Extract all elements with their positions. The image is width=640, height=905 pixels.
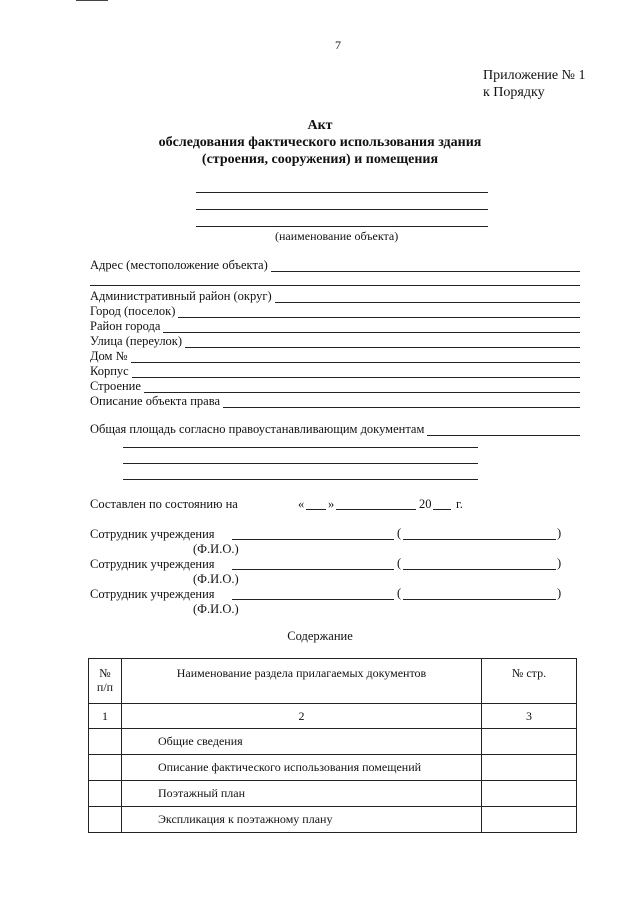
year-field[interactable] bbox=[433, 509, 451, 510]
employee-1-fio: (Ф.И.О.) bbox=[193, 542, 239, 556]
city-district-label: Район города bbox=[90, 319, 161, 333]
appendix-line-1: Приложение № 1 bbox=[483, 68, 586, 83]
numbers-row-cell-2: 2 bbox=[122, 704, 482, 729]
day-field[interactable] bbox=[306, 509, 326, 510]
document-subtitle-1: обследования фактического использования здания bbox=[158, 135, 482, 150]
district-label: Административный район (округ) bbox=[90, 289, 272, 303]
numbers-row-cell-3: 3 bbox=[482, 704, 577, 729]
document-title: Акт bbox=[307, 118, 333, 133]
employee-1-signature-field[interactable] bbox=[232, 539, 394, 540]
employee-2-paren-close: ) bbox=[557, 556, 562, 570]
employee-2-signature-field[interactable] bbox=[232, 569, 394, 570]
row-page-cell[interactable] bbox=[482, 781, 577, 807]
employee-2-name-field[interactable] bbox=[403, 569, 556, 570]
object-name-line-1[interactable] bbox=[196, 192, 488, 193]
structure-field[interactable] bbox=[90, 378, 580, 393]
object-name-line-3[interactable] bbox=[196, 226, 488, 227]
house-field[interactable] bbox=[90, 348, 580, 363]
city-field[interactable] bbox=[90, 303, 580, 318]
employee-1-name-field[interactable] bbox=[403, 539, 556, 540]
row-page-cell[interactable] bbox=[482, 807, 577, 833]
row-number-cell[interactable] bbox=[89, 781, 122, 807]
header-number-cell bbox=[89, 659, 122, 704]
row-page-cell[interactable] bbox=[482, 755, 577, 781]
employee-2-fio: (Ф.И.О.) bbox=[193, 572, 239, 586]
header-page-number: № стр. bbox=[482, 659, 577, 704]
structure-label: Строение bbox=[90, 379, 141, 393]
table-row bbox=[89, 781, 577, 807]
table-row bbox=[89, 807, 577, 833]
quote-close: » bbox=[328, 497, 335, 511]
month-field[interactable] bbox=[336, 509, 416, 510]
employee-3-fio: (Ф.И.О.) bbox=[193, 602, 239, 616]
employee-3-name-field[interactable] bbox=[403, 599, 556, 600]
street-field[interactable] bbox=[90, 333, 580, 348]
table-row bbox=[89, 729, 577, 755]
year-prefix: 20 bbox=[419, 497, 432, 511]
building-field[interactable] bbox=[90, 363, 580, 378]
contents-title: Содержание bbox=[287, 629, 353, 643]
house-label: Дом № bbox=[90, 349, 128, 363]
row-number-cell[interactable] bbox=[89, 755, 122, 781]
row-number-cell[interactable] bbox=[89, 807, 122, 833]
address-field[interactable] bbox=[90, 257, 580, 272]
header-number-line-1: № bbox=[99, 666, 111, 680]
employee-1-paren-close: ) bbox=[557, 526, 562, 540]
header-section-name: Наименование раздела прилагаемых документов bbox=[122, 659, 482, 704]
row-number-cell[interactable] bbox=[89, 729, 122, 755]
employee-1-paren-open: ( bbox=[397, 526, 402, 540]
rights-description-label: Описание объекта права bbox=[90, 394, 220, 408]
row-section-name: Поэтажный план bbox=[122, 781, 482, 807]
numbers-row-cell-1: 1 bbox=[89, 704, 122, 729]
total-area-line-1[interactable] bbox=[123, 447, 478, 448]
corner-mark bbox=[76, 0, 108, 1]
table-row bbox=[89, 755, 577, 781]
total-area-line-2[interactable] bbox=[123, 463, 478, 464]
rights-description-field[interactable] bbox=[90, 393, 580, 408]
employee-2-paren-open: ( bbox=[397, 556, 402, 570]
object-name-caption: (наименование объекта) bbox=[275, 229, 399, 243]
appendix-line-2: к Порядку bbox=[483, 85, 545, 100]
quote-open: « bbox=[298, 497, 305, 511]
city-label: Город (поселок) bbox=[90, 304, 176, 318]
total-area-label: Общая площадь согласно правоустанавливающим документам bbox=[90, 422, 425, 436]
page-number: 7 bbox=[335, 38, 341, 52]
city-district-field[interactable] bbox=[90, 318, 580, 333]
row-section-name: Описание фактического использования помещений bbox=[122, 755, 482, 781]
employee-3-signature-field[interactable] bbox=[232, 599, 394, 600]
compiled-label: Составлен по состоянию на bbox=[90, 497, 238, 511]
contents-table bbox=[88, 658, 577, 833]
year-suffix: г. bbox=[456, 497, 463, 511]
row-section-name: Экспликация к поэтажному плану bbox=[122, 807, 482, 833]
total-area-line-3[interactable] bbox=[123, 479, 478, 480]
employee-3-paren-close: ) bbox=[557, 586, 562, 600]
document-subtitle-2: (строения, сооружения) и помещения bbox=[201, 152, 439, 167]
object-name-line-2[interactable] bbox=[196, 209, 488, 210]
employee-3-label: Сотрудник учреждения bbox=[90, 587, 215, 601]
district-field[interactable] bbox=[90, 288, 580, 303]
address-extra-line[interactable] bbox=[90, 285, 580, 286]
street-label: Улица (переулок) bbox=[90, 334, 183, 348]
employee-3-paren-open: ( bbox=[397, 586, 402, 600]
employee-2-label: Сотрудник учреждения bbox=[90, 557, 215, 571]
total-area-field[interactable] bbox=[90, 421, 580, 436]
row-section-name: Общие сведения bbox=[122, 729, 482, 755]
address-label: Адрес (местоположение объекта) bbox=[90, 258, 268, 272]
employee-1-label: Сотрудник учреждения bbox=[90, 527, 215, 541]
row-page-cell[interactable] bbox=[482, 729, 577, 755]
building-label: Корпус bbox=[90, 364, 129, 378]
header-number-line-2: п/п bbox=[96, 680, 114, 694]
